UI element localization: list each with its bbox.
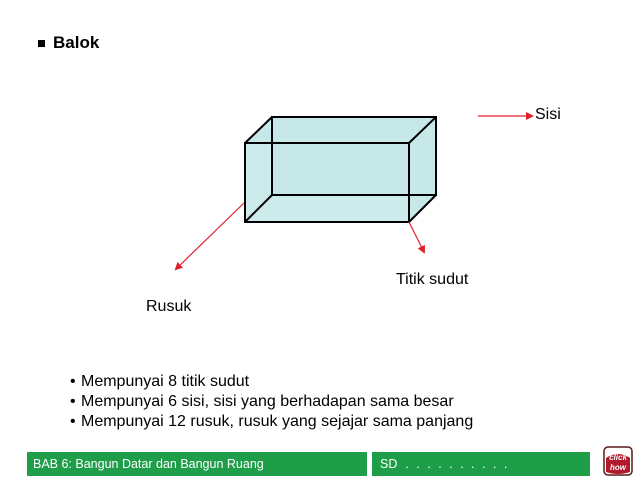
click-how-logo-icon xyxy=(603,446,633,476)
titik-sudut-arrow xyxy=(409,222,424,252)
footer-chapter xyxy=(27,452,367,476)
logo-line2: how xyxy=(610,463,626,472)
property-list xyxy=(70,372,473,432)
bullet-dot-icon: • xyxy=(70,393,76,410)
list-item xyxy=(70,412,473,432)
footer-level-dots: . . . . . . . . . . xyxy=(405,457,510,471)
list-item xyxy=(70,372,473,392)
bullet-dot-icon: • xyxy=(70,413,76,430)
list-item-text: Mempunyai 8 titik sudut xyxy=(81,373,250,390)
list-item xyxy=(70,392,473,412)
footer-level xyxy=(372,452,590,476)
label-rusuk: Rusuk xyxy=(146,298,192,315)
cuboid-front-face xyxy=(245,143,409,222)
cuboid-top-face xyxy=(245,117,436,143)
page-title: Balok xyxy=(53,33,100,52)
footer-chapter-text: BAB 6: Bangun Datar dan Bangun Ruang xyxy=(33,457,264,471)
label-titik-sudut: Titik sudut xyxy=(396,271,469,288)
logo-line1: click xyxy=(609,453,627,462)
list-item-text: Mempunyai 12 rusuk, rusuk yang sejajar sama panjang xyxy=(81,413,474,430)
rusuk-arrow xyxy=(176,203,244,269)
list-item-text: Mempunyai 6 sisi, sisi yang berhadapan sama besar xyxy=(81,393,454,410)
bullet-dot-icon: • xyxy=(70,373,76,390)
footer-level-text: SD xyxy=(380,457,398,471)
label-sisi: Sisi xyxy=(535,106,561,123)
